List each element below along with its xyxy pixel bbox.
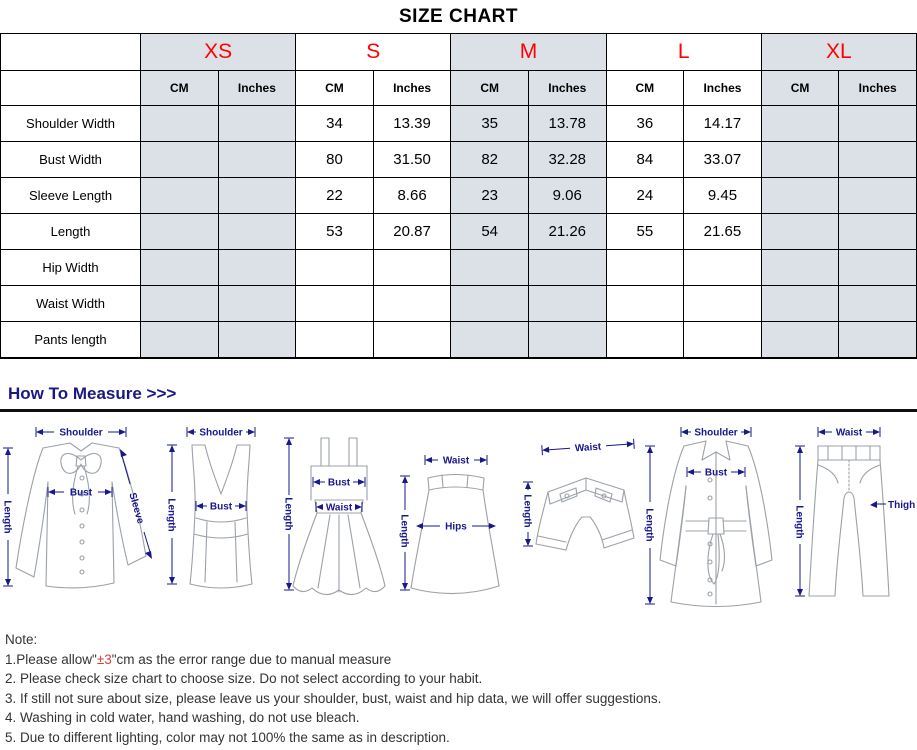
shoulder-measure-arrow xyxy=(681,427,751,439)
value-cell xyxy=(761,214,839,250)
value-cell xyxy=(839,142,917,178)
size-chart-table xyxy=(0,33,917,359)
value-cell xyxy=(296,250,374,286)
row-label: Hip Width xyxy=(1,250,141,286)
unit-header-cm: CM xyxy=(606,71,684,106)
sleeve-measure-arrow xyxy=(120,449,152,559)
value-cell: 21.65 xyxy=(684,214,762,250)
blouse-sleeve-label: Sleeve xyxy=(126,491,146,526)
value-cell: 20.87 xyxy=(373,214,451,250)
size-header-s: S xyxy=(296,34,451,71)
table-row xyxy=(1,106,917,142)
value-cell xyxy=(761,142,839,178)
value-cell xyxy=(296,286,374,322)
waist-measure-arrow xyxy=(316,502,362,514)
shorts-waist-label: Waist xyxy=(574,441,602,455)
length-measure-arrow xyxy=(166,445,178,584)
pants-waist-label: Waist xyxy=(835,427,863,439)
value-cell xyxy=(684,250,762,286)
unit-header-cm: CM xyxy=(761,71,839,106)
skirt-length-label: Length xyxy=(398,514,410,548)
value-cell xyxy=(141,142,219,178)
length-measure-arrow xyxy=(522,482,534,546)
value-cell xyxy=(528,250,606,286)
blouse-shoulder-label: Shoulder xyxy=(59,427,103,439)
shorts-outline xyxy=(536,478,634,550)
note-line-4: 4. Washing in cold water, hand washing, do not use bleach. xyxy=(5,710,360,725)
skirt-hips-label: Hips xyxy=(445,521,467,533)
note-text: 1.Please allow" xyxy=(5,651,97,667)
value-cell: 33.07 xyxy=(684,142,762,178)
row-label: Length xyxy=(1,214,141,250)
value-cell xyxy=(761,286,839,322)
unit-header-inches: Inches xyxy=(218,71,296,106)
value-cell xyxy=(218,214,296,250)
blouse-outline xyxy=(16,443,146,588)
length-measure-arrow xyxy=(399,476,411,590)
value-cell: 9.06 xyxy=(528,178,606,214)
table-corner-cell xyxy=(1,34,141,71)
row-label: Waist Width xyxy=(1,286,141,322)
value-cell: 8.66 xyxy=(373,178,451,214)
waist-measure-arrow xyxy=(542,439,635,457)
value-cell: 24 xyxy=(606,178,684,214)
shoulder-measure-arrow xyxy=(187,427,255,439)
blouse-bust-label: Bust xyxy=(69,487,93,499)
size-header-row xyxy=(1,34,917,71)
value-cell: 36 xyxy=(606,106,684,142)
tank-top-diagram xyxy=(162,420,280,612)
length-measure-arrow xyxy=(283,438,295,590)
value-cell xyxy=(761,250,839,286)
value-cell: 54 xyxy=(451,214,529,250)
unit-header-inches: Inches xyxy=(684,71,762,106)
value-cell: 34 xyxy=(296,106,374,142)
value-cell xyxy=(684,322,762,359)
value-cell xyxy=(141,178,219,214)
value-cell xyxy=(761,322,839,359)
unit-header-cm: CM xyxy=(141,71,219,106)
waist-measure-arrow xyxy=(425,455,487,467)
bust-measure-arrow xyxy=(196,501,246,513)
size-header-xs: XS xyxy=(141,34,296,71)
length-measure-arrow xyxy=(644,446,656,604)
shoulder-measure-arrow xyxy=(36,427,126,439)
value-cell: 32.28 xyxy=(528,142,606,178)
dress-bust-label: Bust xyxy=(327,477,351,489)
value-cell: 80 xyxy=(296,142,374,178)
tank-shoulder-label: Shoulder xyxy=(199,427,243,439)
coat-diagram xyxy=(640,420,788,612)
value-cell xyxy=(606,286,684,322)
value-cell xyxy=(218,178,296,214)
value-cell xyxy=(141,322,219,359)
pants-diagram xyxy=(788,420,917,612)
value-cell: 82 xyxy=(451,142,529,178)
unit-header-cm: CM xyxy=(451,71,529,106)
value-cell: 9.45 xyxy=(684,178,762,214)
measure-diagrams xyxy=(0,412,917,622)
value-cell: 13.39 xyxy=(373,106,451,142)
value-cell xyxy=(218,322,296,359)
value-cell xyxy=(141,106,219,142)
notes-section xyxy=(0,622,917,747)
value-cell xyxy=(528,322,606,359)
value-cell: 31.50 xyxy=(373,142,451,178)
value-cell: 13.78 xyxy=(528,106,606,142)
page-title: SIZE CHART xyxy=(399,6,518,27)
value-cell xyxy=(296,322,374,359)
shorts-length-label: Length xyxy=(521,494,533,528)
value-cell xyxy=(218,142,296,178)
value-cell: 21.26 xyxy=(528,214,606,250)
table-row xyxy=(1,178,917,214)
size-header-xl: XL xyxy=(761,34,916,71)
value-cell xyxy=(218,106,296,142)
value-cell xyxy=(373,322,451,359)
value-cell xyxy=(839,250,917,286)
value-cell xyxy=(839,214,917,250)
value-cell xyxy=(606,250,684,286)
notes-heading: Note: xyxy=(5,632,38,647)
value-cell xyxy=(839,286,917,322)
tank-bust-label: Bust xyxy=(209,501,233,513)
unit-header-inches: Inches xyxy=(373,71,451,106)
value-cell: 53 xyxy=(296,214,374,250)
value-cell: 23 xyxy=(451,178,529,214)
pants-outline xyxy=(809,446,889,596)
skirt-diagram xyxy=(398,420,512,612)
dress-waist-label: Waist xyxy=(325,502,353,514)
table-row xyxy=(1,250,917,286)
note-line-2: 2. Please check size chart to choose size. Do not select according to your habit. xyxy=(5,671,483,686)
size-header-l: L xyxy=(606,34,761,71)
value-cell xyxy=(606,322,684,359)
value-cell xyxy=(218,250,296,286)
row-label: Pants length xyxy=(1,322,141,359)
shorts-diagram xyxy=(512,420,640,612)
unit-header-inches: Inches xyxy=(839,71,917,106)
value-cell xyxy=(839,106,917,142)
table-row xyxy=(1,214,917,250)
value-cell xyxy=(141,286,219,322)
bust-measure-arrow xyxy=(48,487,112,499)
row-label: Shoulder Width xyxy=(1,106,141,142)
bust-measure-arrow xyxy=(313,477,365,489)
hips-measure-arrow xyxy=(416,522,496,533)
pants-length-label: Length xyxy=(793,505,805,539)
value-cell xyxy=(839,322,917,359)
value-cell: 84 xyxy=(606,142,684,178)
value-cell: 35 xyxy=(451,106,529,142)
length-measure-arrow xyxy=(2,448,14,586)
tank-length-label: Length xyxy=(165,498,177,532)
unit-header-row xyxy=(1,71,917,106)
value-cell xyxy=(451,250,529,286)
note-line-5: 5. Due to different lighting, color may not 100% the same as in description. xyxy=(5,729,450,745)
table-corner-cell-2 xyxy=(1,71,141,106)
note-line-1 xyxy=(5,650,911,670)
thigh-measure-arrow xyxy=(870,500,915,511)
value-cell xyxy=(141,214,219,250)
value-cell xyxy=(218,286,296,322)
coat-shoulder-label: Shoulder xyxy=(694,427,738,439)
value-cell xyxy=(141,250,219,286)
value-cell xyxy=(761,106,839,142)
table-row xyxy=(1,286,917,322)
table-row xyxy=(1,322,917,359)
value-cell xyxy=(451,286,529,322)
row-label: Sleeve Length xyxy=(1,178,141,214)
value-cell xyxy=(761,178,839,214)
dress-outline xyxy=(293,438,385,595)
note-line-3: 3. If still not sure about size, please leave us your shoulder, bust, waist and hip data, we will offer suggestions. xyxy=(5,690,662,706)
row-label: Bust Width xyxy=(1,142,141,178)
coat-length-label: Length xyxy=(643,508,655,542)
how-to-measure-heading: How To Measure >>> xyxy=(8,384,177,403)
dress-length-label: Length xyxy=(282,497,294,531)
table-row xyxy=(1,142,917,178)
size-header-m: M xyxy=(451,34,606,71)
waist-measure-arrow xyxy=(818,427,880,439)
value-cell: 14.17 xyxy=(684,106,762,142)
unit-header-cm: CM xyxy=(296,71,374,106)
value-cell: 22 xyxy=(296,178,374,214)
unit-header-inches: Inches xyxy=(528,71,606,106)
blouse-diagram xyxy=(0,420,162,612)
length-measure-arrow xyxy=(794,446,806,596)
value-cell: 55 xyxy=(606,214,684,250)
skirt-waist-label: Waist xyxy=(442,455,470,467)
blouse-length-label: Length xyxy=(1,500,13,534)
note-text: "cm as the error range due to manual measure xyxy=(111,651,392,667)
bust-measure-arrow xyxy=(687,467,745,479)
value-cell xyxy=(528,286,606,322)
value-cell xyxy=(373,250,451,286)
value-cell xyxy=(451,322,529,359)
error-range-value: ±3 xyxy=(96,651,112,667)
skirt-outline xyxy=(411,475,499,594)
value-cell xyxy=(373,286,451,322)
dress-diagram xyxy=(280,420,398,612)
coat-outline xyxy=(660,441,772,607)
value-cell xyxy=(839,178,917,214)
value-cell xyxy=(684,286,762,322)
pants-thigh-label: Thigh xyxy=(888,500,916,511)
coat-bust-label: Bust xyxy=(704,467,728,479)
tank-outline xyxy=(190,445,252,588)
